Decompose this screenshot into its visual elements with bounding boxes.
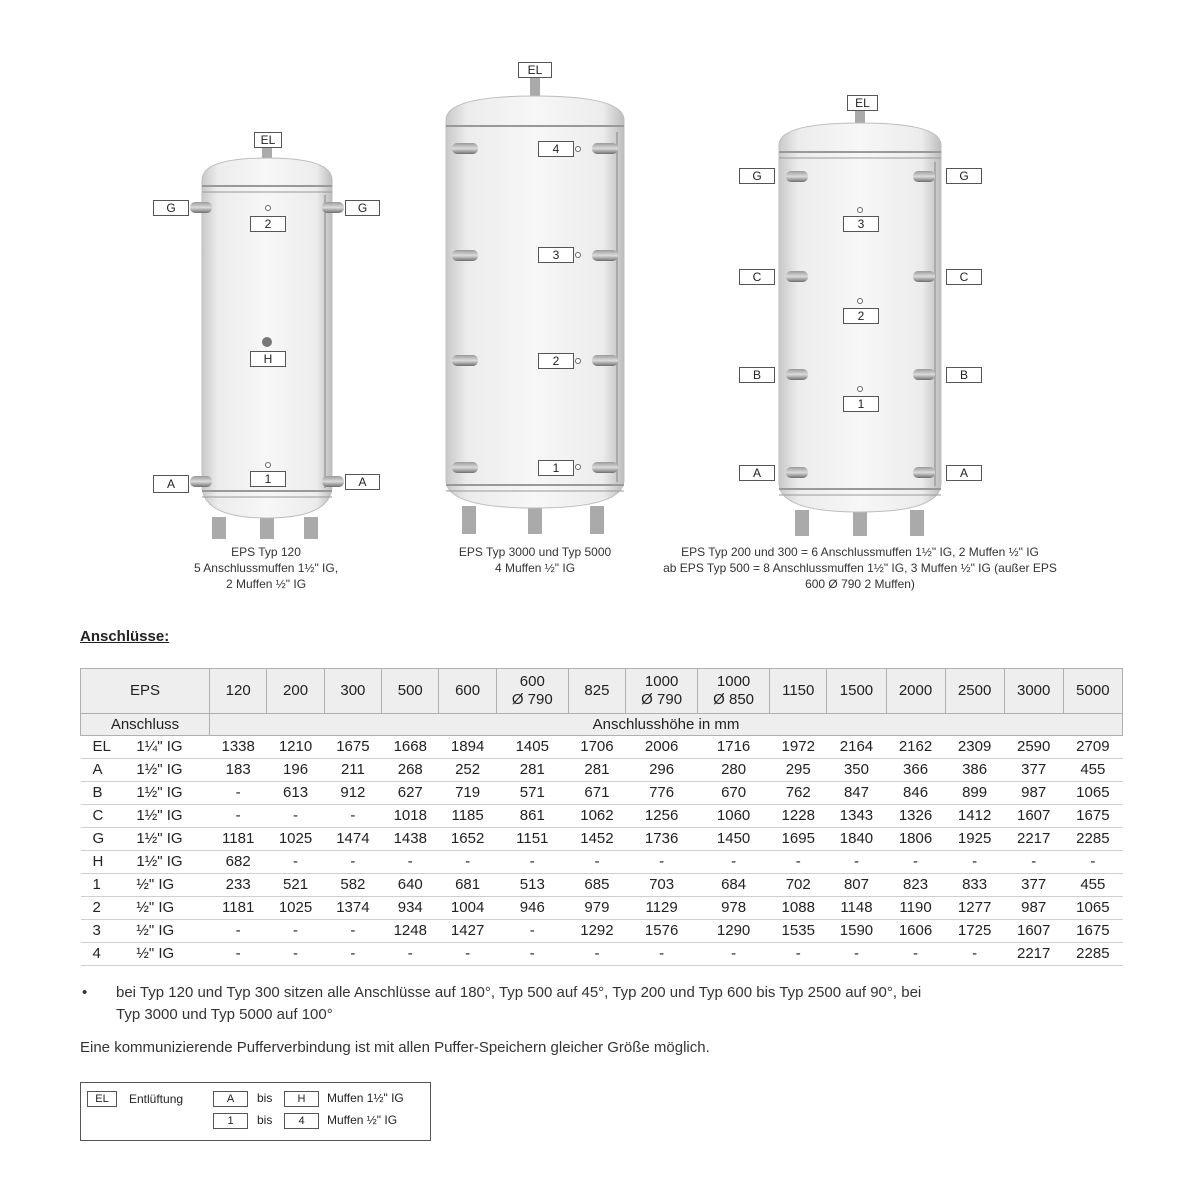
connection-note: Eine kommunizierende Pufferverbindung ist mit allen Puffer-Speichern gleicher Größe möglich. [80, 1039, 710, 1056]
column-header-line: 600 [455, 682, 481, 699]
table-cell: - [626, 943, 698, 966]
tank1-caption [160, 544, 372, 592]
table-cell: 987 [1004, 782, 1063, 805]
table-cell: 703 [626, 874, 698, 897]
legend-1-box: 1 [213, 1113, 248, 1129]
table-row [81, 828, 1123, 851]
row-code: G [81, 828, 137, 851]
table-cell: - [267, 805, 324, 828]
table-cell: - [945, 943, 1004, 966]
caption-line: EPS Typ 200 und 300 = 6 Anschlussmuffen 1½" IG, 2 Muffen ½" IG [681, 545, 1039, 559]
table-cell: 571 [496, 782, 568, 805]
tank1-label-h: H [250, 351, 286, 367]
legend-el-box: EL [87, 1091, 117, 1107]
table-cell: - [496, 851, 568, 874]
tank3-label-a-right: A [946, 465, 982, 481]
caption-line: 4 Muffen ½" IG [494, 561, 576, 575]
tank3-label-1: 1 [843, 396, 879, 412]
table-cell: 521 [267, 874, 324, 897]
table-cell: 252 [439, 759, 496, 782]
table-cell: 1427 [439, 920, 496, 943]
bullet-line: Typ 3000 und Typ 5000 auf 100° [116, 1006, 333, 1023]
table-cell: 1675 [324, 736, 381, 759]
caption-line: EPS Typ 3000 und Typ 5000 [458, 545, 612, 559]
table-cell: 847 [827, 782, 886, 805]
table-cell: - [439, 851, 496, 874]
table-cell: - [324, 943, 381, 966]
bullet-text [116, 982, 996, 1026]
tank-eps-3000-5000 [446, 78, 624, 534]
table-cell: 1062 [568, 805, 625, 828]
table-cell: 912 [324, 782, 381, 805]
legend-a-box: A [213, 1091, 248, 1107]
table-cell: 183 [210, 759, 267, 782]
legend-h-box: H [284, 1091, 319, 1107]
table-cell: 1590 [827, 920, 886, 943]
table-cell: 1607 [1004, 805, 1063, 828]
column-header-line: Ø 790 [641, 691, 683, 708]
tank2-label-el: EL [518, 62, 552, 78]
column-header-line: 3000 [1017, 682, 1051, 699]
row-code: H [81, 851, 137, 874]
tank2-label-3: 3 [538, 247, 574, 263]
tank3-label-c-right: C [946, 269, 982, 285]
column-header-line: 2500 [957, 682, 992, 699]
caption-line: 600 Ø 790 2 Muffen) [805, 577, 915, 591]
table-cell: - [827, 851, 886, 874]
tank1-label-g-left: G [153, 200, 189, 216]
table-cell: 946 [496, 897, 568, 920]
table-subheader-row [81, 714, 1123, 736]
column-header [439, 669, 496, 714]
table-row [81, 874, 1123, 897]
table-cell: 1452 [568, 828, 625, 851]
column-header-line: 120 [225, 682, 251, 699]
table-row [81, 759, 1123, 782]
caption-line: 2 Muffen ½" IG [225, 577, 307, 591]
table-cell: 1338 [210, 736, 267, 759]
table-cell: 1148 [827, 897, 886, 920]
table-cell: 455 [1063, 874, 1122, 897]
tank2-label-2: 2 [538, 353, 574, 369]
table-cell: 681 [439, 874, 496, 897]
table-cell: 762 [770, 782, 827, 805]
row-code: 4 [81, 943, 137, 966]
table-cell: - [267, 943, 324, 966]
table-cell: 823 [886, 874, 945, 897]
table-cell: 233 [210, 874, 267, 897]
table-cell: - [886, 943, 945, 966]
tank3-label-2: 2 [843, 308, 879, 324]
caption-line: 5 Anschlussmuffen 1½" IG, [193, 561, 339, 575]
table-cell: - [568, 943, 625, 966]
column-header-line: 5000 [1076, 682, 1110, 699]
table-cell: - [886, 851, 945, 874]
table-cell: - [267, 920, 324, 943]
row-code: B [81, 782, 137, 805]
column-header-line: 200 [283, 682, 309, 699]
table-cell: 1065 [1063, 782, 1122, 805]
tank1-label-1: 1 [250, 471, 286, 487]
table-cell: 1438 [382, 828, 439, 851]
tank3-caption [655, 544, 1065, 592]
table-row [81, 736, 1123, 759]
table-cell: 670 [698, 782, 770, 805]
table-cell: 684 [698, 874, 770, 897]
table-cell: - [1004, 851, 1063, 874]
row-code: 3 [81, 920, 137, 943]
table-cell: 1412 [945, 805, 1004, 828]
table-cell: 846 [886, 782, 945, 805]
table-cell: 899 [945, 782, 1004, 805]
table-cell: 682 [210, 851, 267, 874]
table-cell: 833 [945, 874, 1004, 897]
column-header [886, 669, 945, 714]
table-cell: - [698, 943, 770, 966]
table-cell: 1675 [1063, 920, 1122, 943]
tank2-label-4: 4 [538, 141, 574, 157]
height-header: Anschlusshöhe in mm [210, 714, 1123, 736]
row-code: 2 [81, 897, 137, 920]
legend-el-text: Entlüftung [129, 1092, 184, 1106]
table-cell: 2164 [827, 736, 886, 759]
table-row [81, 943, 1123, 966]
table-cell: 1736 [626, 828, 698, 851]
table-cell: 1129 [626, 897, 698, 920]
tank3-label-c-left: C [739, 269, 775, 285]
table-cell: 2285 [1063, 943, 1122, 966]
table-cell: 1326 [886, 805, 945, 828]
table-cell: - [439, 943, 496, 966]
row-size: ½" IG [136, 920, 209, 943]
row-size: 1½" IG [136, 759, 209, 782]
table-cell: - [382, 851, 439, 874]
table-cell: 1181 [210, 828, 267, 851]
table-cell: 295 [770, 759, 827, 782]
table-cell: 366 [886, 759, 945, 782]
table-cell: 934 [382, 897, 439, 920]
tank3-label-g-left: G [739, 168, 775, 184]
table-cell: 1374 [324, 897, 381, 920]
legend-bis-1: bis [257, 1091, 273, 1105]
table-cell: 1675 [1063, 805, 1122, 828]
column-header [770, 669, 827, 714]
table-cell: - [324, 851, 381, 874]
column-header-line: 1150 [782, 682, 815, 699]
table-cell: 627 [382, 782, 439, 805]
table-cell: 1925 [945, 828, 1004, 851]
table-cell: 979 [568, 897, 625, 920]
table-cell: - [382, 943, 439, 966]
table-cell: 1343 [827, 805, 886, 828]
table-cell: - [770, 851, 827, 874]
table-cell: 582 [324, 874, 381, 897]
table-row [81, 782, 1123, 805]
table-cell: - [568, 851, 625, 874]
table-cell: 2217 [1004, 943, 1063, 966]
table-cell: 1185 [439, 805, 496, 828]
table-cell: - [210, 920, 267, 943]
row-code: C [81, 805, 137, 828]
column-header [382, 669, 439, 714]
table-cell: 1606 [886, 920, 945, 943]
bullet-marker: • [82, 984, 88, 1001]
column-header-line: 500 [397, 682, 423, 699]
column-header-line: 300 [340, 682, 366, 699]
table-cell: 268 [382, 759, 439, 782]
column-header [1063, 669, 1122, 714]
table-cell: - [210, 782, 267, 805]
table-cell: 1025 [267, 897, 324, 920]
row-size: 1½" IG [136, 782, 209, 805]
table-cell: - [827, 943, 886, 966]
row-size: ½" IG [136, 874, 209, 897]
tank1-label-a-right: A [345, 474, 380, 490]
row-size: 1½" IG [136, 851, 209, 874]
table-cell: - [267, 851, 324, 874]
table-cell: 2709 [1063, 736, 1122, 759]
table-cell: 2285 [1063, 828, 1122, 851]
table-cell: - [210, 943, 267, 966]
table-cell: 211 [324, 759, 381, 782]
table-cell: 281 [496, 759, 568, 782]
table-cell: 1190 [886, 897, 945, 920]
table-cell: 1706 [568, 736, 625, 759]
row-size: 1½" IG [136, 828, 209, 851]
table-cell: 1248 [382, 920, 439, 943]
table-cell: 386 [945, 759, 1004, 782]
table-row [81, 805, 1123, 828]
table-cell: 1018 [382, 805, 439, 828]
table-cell: 1668 [382, 736, 439, 759]
column-header-line: Ø 850 [713, 691, 755, 708]
table-cell: 1065 [1063, 897, 1122, 920]
column-header-line: 600 [519, 673, 545, 690]
table-cell: 807 [827, 874, 886, 897]
table-cell: 1004 [439, 897, 496, 920]
row-size: 1½" IG [136, 805, 209, 828]
table-cell: 1725 [945, 920, 1004, 943]
table-cell: 1290 [698, 920, 770, 943]
tank3-label-3: 3 [843, 216, 879, 232]
table-cell: - [1063, 851, 1122, 874]
table-cell: 1716 [698, 736, 770, 759]
column-header-line: 1000 [644, 673, 679, 690]
column-header [267, 669, 324, 714]
table-cell: 2162 [886, 736, 945, 759]
tank1-label-2: 2 [250, 216, 286, 232]
tank2-caption [430, 544, 640, 576]
table-cell: 861 [496, 805, 568, 828]
table-cell: 1840 [827, 828, 886, 851]
column-header-line: Ø 790 [511, 691, 553, 708]
column-header [568, 669, 625, 714]
table-cell: 1256 [626, 805, 698, 828]
table-cell: - [626, 851, 698, 874]
bullet-line: bei Typ 120 und Typ 300 sitzen alle Anschlüsse auf 180°, Typ 500 auf 45°, Typ 200 und Typ 600 bis Typ 2500 auf 90°, bei [116, 984, 922, 1001]
row-size: ½" IG [136, 897, 209, 920]
table-cell: 1474 [324, 828, 381, 851]
table-cell: 1535 [770, 920, 827, 943]
eps-header: EPS [81, 669, 210, 714]
table-cell: 1228 [770, 805, 827, 828]
table-cell: 1806 [886, 828, 945, 851]
table-cell: 455 [1063, 759, 1122, 782]
row-size: ½" IG [136, 943, 209, 966]
table-cell: 685 [568, 874, 625, 897]
table-cell: - [945, 851, 1004, 874]
table-cell: 1151 [496, 828, 568, 851]
table-cell: 1652 [439, 828, 496, 851]
table-cell: 377 [1004, 874, 1063, 897]
table-cell: - [698, 851, 770, 874]
connections-table [80, 668, 1123, 966]
anschluss-header: Anschluss [81, 714, 210, 736]
table-cell: - [496, 920, 568, 943]
table-cell: 1894 [439, 736, 496, 759]
table-cell: 513 [496, 874, 568, 897]
legend-4-box: 4 [284, 1113, 319, 1129]
table-cell: 1450 [698, 828, 770, 851]
table-cell: 1088 [770, 897, 827, 920]
table-cell: 196 [267, 759, 324, 782]
table-cell: - [324, 920, 381, 943]
table-cell: 1972 [770, 736, 827, 759]
table-cell: 702 [770, 874, 827, 897]
tank2-label-1: 1 [538, 460, 574, 476]
table-cell: 2590 [1004, 736, 1063, 759]
column-header [945, 669, 1004, 714]
table-cell: 1695 [770, 828, 827, 851]
table-cell: 377 [1004, 759, 1063, 782]
tank1-label-el: EL [254, 132, 282, 148]
column-header [324, 669, 381, 714]
table-cell: 1181 [210, 897, 267, 920]
table-cell: 1025 [267, 828, 324, 851]
tank3-label-b-left: B [739, 367, 775, 383]
table-cell: - [324, 805, 381, 828]
tank3-label-el: EL [847, 95, 878, 111]
table-cell: 2217 [1004, 828, 1063, 851]
row-code: 1 [81, 874, 137, 897]
table-cell: 1277 [945, 897, 1004, 920]
table-cell: 776 [626, 782, 698, 805]
column-header [496, 669, 568, 714]
caption-line: ab EPS Typ 500 = 8 Anschlussmuffen 1½" IG, 3 Muffen ½" IG (außer EPS [663, 561, 1057, 575]
table-cell: 1210 [267, 736, 324, 759]
tank1-label-g-right: G [345, 200, 380, 216]
table-header-row [81, 669, 1123, 714]
section-title: Anschlüsse: [80, 628, 170, 645]
table-cell: 671 [568, 782, 625, 805]
table-cell: 2006 [626, 736, 698, 759]
column-header-line: 1500 [839, 682, 874, 699]
column-header-line: 1000 [716, 673, 751, 690]
column-header [827, 669, 886, 714]
legend-muffen-small: Muffen ½" IG [327, 1113, 398, 1127]
table-cell: 1576 [626, 920, 698, 943]
table-cell: - [210, 805, 267, 828]
column-header [626, 669, 698, 714]
tank3-label-g-right: G [946, 168, 982, 184]
tank3-label-b-right: B [946, 367, 982, 383]
row-code: EL [81, 736, 137, 759]
column-header [1004, 669, 1063, 714]
legend-bis-2: bis [257, 1113, 273, 1127]
caption-line: EPS Typ 120 [231, 545, 301, 559]
table-cell: 613 [267, 782, 324, 805]
table-row [81, 851, 1123, 874]
table-cell: 1292 [568, 920, 625, 943]
table-cell: 280 [698, 759, 770, 782]
legend-muffen-large: Muffen 1½" IG [327, 1091, 404, 1105]
table-cell: 1405 [496, 736, 568, 759]
table-cell: 2309 [945, 736, 1004, 759]
table-body [81, 736, 1123, 966]
table-cell: - [496, 943, 568, 966]
table-cell: 281 [568, 759, 625, 782]
column-header-line: 825 [584, 682, 610, 699]
row-code: A [81, 759, 137, 782]
table-cell: 987 [1004, 897, 1063, 920]
column-header [698, 669, 770, 714]
table-row [81, 920, 1123, 943]
table-cell: 350 [827, 759, 886, 782]
table-cell: - [770, 943, 827, 966]
table-cell: 296 [626, 759, 698, 782]
table-cell: 640 [382, 874, 439, 897]
legend [80, 1082, 431, 1141]
column-header [210, 669, 267, 714]
tank3-label-a-left: A [739, 465, 775, 481]
tank1-label-a-left: A [153, 475, 189, 493]
table-row [81, 897, 1123, 920]
table-cell: 1060 [698, 805, 770, 828]
column-header-line: 2000 [898, 682, 933, 699]
table-cell: 1607 [1004, 920, 1063, 943]
table-cell: 719 [439, 782, 496, 805]
row-size: 1¼" IG [136, 736, 209, 759]
table-cell: 978 [698, 897, 770, 920]
